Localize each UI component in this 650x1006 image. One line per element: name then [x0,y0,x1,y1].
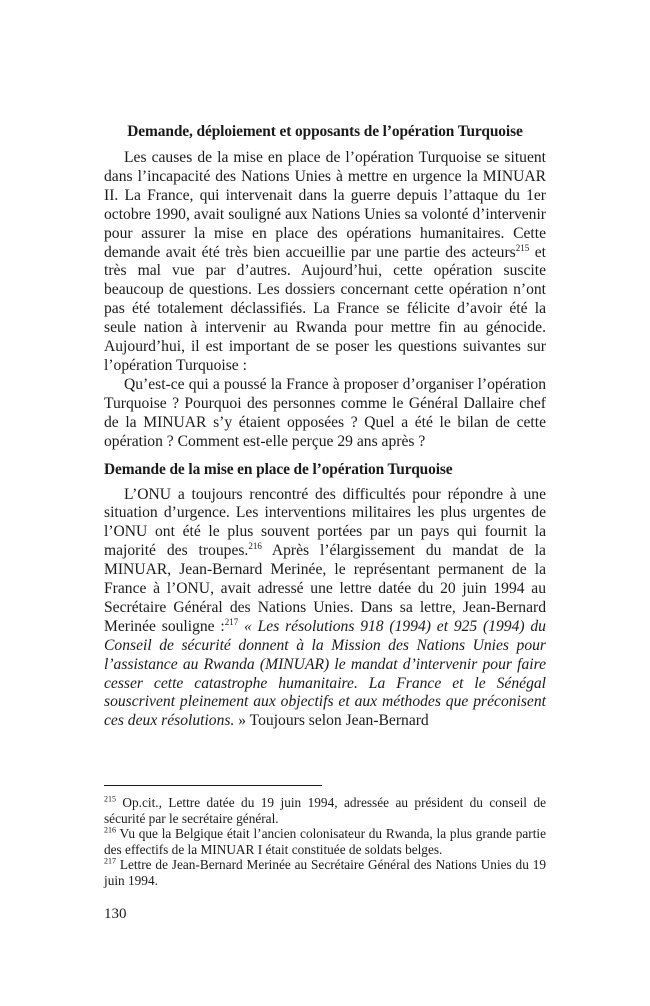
page-number: 130 [104,906,127,922]
paragraph-onu-text-a: L’ONU a toujours rencontré des difficultés pour répondre à une situation d’urgence. Les interventions militaires les plus urgentes de l’ONU ont été le plus souvent portées par un pays qui fournit la majorité des troupes. [104,485,546,560]
quoted-letter: « Les résolutions 918 (1994) et 925 (1994) du Conseil de sécurité donnent à la Mission des Nations Unies pour l’assistance au Rwanda (MINUAR) le mandat d’intervenir pour faire cesser cette catastrophe humanitaire. La France et le Sénégal souscrivent pleinement aux objectifs et aux méthodes que préconisent ces deux résolutions. [104,617,546,730]
footnote-text: Op.cit., Lettre datée du 19 juin 1994, adressée au président du conseil de sécurité par le secrétaire général. [104,795,546,826]
footnote-217 [104,857,546,888]
section-heading-demande-mise-en-place: Demande de la mise en place de l’opération Turquoise [104,460,453,478]
paragraph-causes [104,149,546,376]
footnote-number: 215 [104,794,116,804]
paragraph-onu-text-c: » Toujours selon Jean-Bernard [234,712,429,730]
footnote-ref-217[interactable]: 217 [224,616,239,627]
paragraph-onu [104,486,546,732]
section-heading-demande-deploiement: Demande, déploiement et opposants de l’opération Turquoise [127,123,523,140]
footnote-text: Vu que la Belgique était l’ancien colonisateur du Rwanda, la plus grande partie des effectifs de la MINUAR I était constituée de soldats belges. [104,826,546,857]
footnote-text: Lettre de Jean-Bernard Merinée au Secrétaire Général des Nations Unies du 19 juin 1994. [104,857,546,888]
footnote-number: 216 [104,825,116,835]
footnote-215 [104,795,546,826]
paragraph-causes-text-a: Les causes de la mise en place de l’opération Turquoise se situent dans l’incapacité des Nations Unies à mettre en urgence la MINUAR II. La France, qui intervenait dans la guerre depuis l’attaque du 1er octobre 1990, avait souligné aux Nations Unies sa volonté d’intervenir pour assurer la mise en place des opérations humanitaires. Cette demande avait été très bien accueillie par une partie des acteurs [104,149,546,261]
footnote-216 [104,826,546,857]
footnote-ref-215[interactable]: 215 [515,242,530,253]
footnote-divider [104,785,322,786]
page-body [104,122,546,731]
paragraph-causes-text-b: et très mal vue par d’autres. Aujourd’hui, cette opération suscite beaucoup de questions. Les dossiers concernant cette opération n’ont pas été totalement déclassifiés. La France se félicite d’avoir été la seule nation à intervenir au Rwanda pour mettre fin au génocide. Aujourd’hui, il est important de se poser les questions suivantes sur l’opération Turquoise : [104,243,546,374]
footnote-ref-216[interactable]: 216 [248,541,262,552]
paragraph-questions: Qu’est-ce qui a poussé la France à proposer d’organiser l’opération Turquoise ? Pourquoi des personnes comme le Général Dallaire chef de la MINUAR s’y étaient opposées ? Quel a été le bilan de cette opération ? Comment est-elle perçue 29 ans après ? [104,375,546,450]
footnote-number: 217 [104,856,116,866]
footnotes [104,785,546,889]
paragraph-onu-text-b: Après l’élargissement du mandat de la MINUAR, Jean-Bernard Merinée, le représentant permanent de la France à l’ONU, avait adressé une lettre datée du 20 juin 1994 au Secrétaire Général des Nations Unies. Dans sa lettre, Jean-Bernard Merinée souligne : [104,542,546,635]
